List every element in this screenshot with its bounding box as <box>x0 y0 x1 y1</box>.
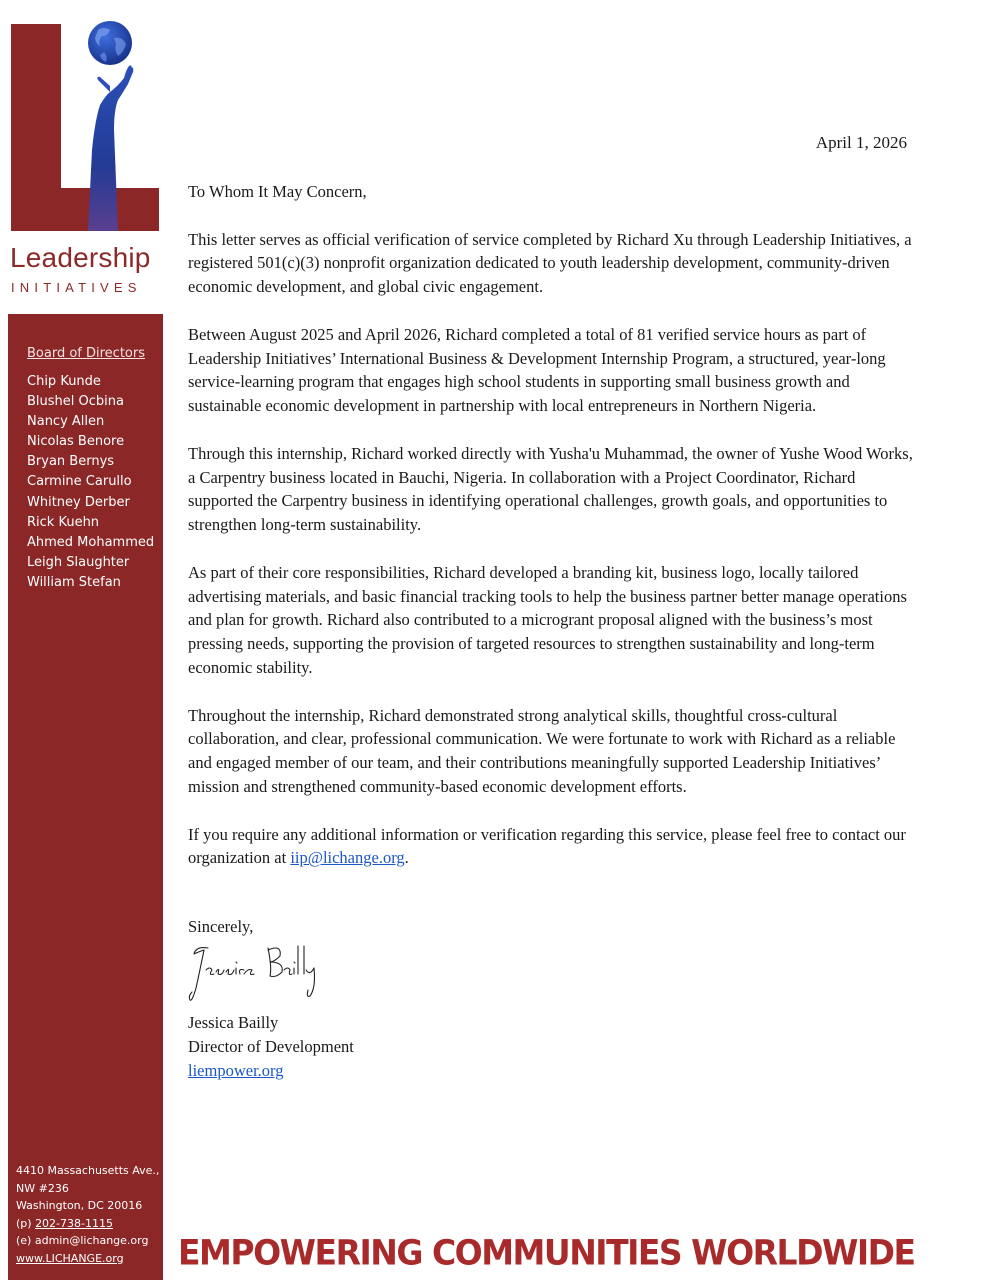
board-member: Blushel Ocbina <box>27 394 124 410</box>
contact-text-end: . <box>404 848 409 868</box>
email-prefix: (e) <box>16 1234 35 1247</box>
signer-website-link[interactable]: liempower.org <box>188 1060 284 1080</box>
signer-block <box>188 1011 354 1082</box>
contact-paragraph <box>188 823 913 871</box>
letter-body <box>188 180 913 894</box>
board-member: Rick Kuehn <box>27 514 100 530</box>
organization-logo <box>0 0 170 310</box>
brand-tagline: INITIATIVES <box>11 280 142 295</box>
signer-name: Jessica Bailly <box>188 1013 279 1032</box>
email-row <box>16 1232 159 1250</box>
logo-mark-icon <box>0 0 170 240</box>
phone-row <box>16 1215 159 1233</box>
email-text: admin@lichange.org <box>34 1234 149 1247</box>
board-member: Nicolas Benore <box>27 434 125 450</box>
board-member: Carmine Carullo <box>27 474 132 490</box>
signer-title: Director of Development <box>188 1036 354 1056</box>
board-members-list <box>27 372 154 593</box>
footer-slogan: EMPOWERING COMMUNITIES WORLDWIDE <box>178 1232 915 1273</box>
website-link[interactable]: www.LICHANGE.org <box>16 1251 124 1265</box>
board-member: Nancy Allen <box>27 414 105 430</box>
board-member: Chip Kunde <box>27 374 101 389</box>
paragraph: As part of their core responsibilities, Richard developed a branding kit, business logo, locally tailored advertising materials, and basic financial tracking tools to help the business partner better manage operations and plan for growth. Richard also contributed to a microgrant proposal aligned with the business’s most pressing needs, supporting the provision of targeted resources to strengthen sustainability and long-term economic stability. <box>188 562 907 677</box>
address-line: 4410 Massachusetts Ave., <box>16 1164 160 1177</box>
phone-prefix: (p) <box>16 1216 36 1230</box>
paragraph: This letter serves as official verification of service completed by Richard Xu through Leadership Initiatives, a registered 501(c)(3) nonprofit organization dedicated to youth leadership development, community-driven economic development, and global civic engagement. <box>188 229 912 297</box>
brand-name: Leadership <box>10 242 151 273</box>
board-member: Whitney Derber <box>27 494 130 510</box>
handwritten-signature-icon <box>186 940 326 1006</box>
paragraph: Throughout the internship, Richard demonstrated strong analytical skills, thoughtful cross-cultural collaboration, and clear, professional communication. We were fortunate to work with Richard as a reliable and engaged member of our team, and their contributions meaningfully supported Leadership Initiatives’ mission and strengthened community-based economic development efforts. <box>188 705 896 796</box>
salutation: To Whom It May Concern, <box>188 182 367 201</box>
iip-email-link[interactable]: iip@lichange.org <box>290 848 405 868</box>
closing: Sincerely, <box>188 917 254 936</box>
paragraph: Through this internship, Richard worked directly with Yusha'u Muhammad, the owner of Yushe Wood Works, a Carpentry business located in Bauchi, Nigeria. In collaboration with a Project Coordinator, Richard supported the Carpentry business in identifying operational challenges, growth goals, and opportunities to strengthen long-term sustainability. <box>188 443 913 535</box>
letter-date: April 1, 2026 <box>815 133 907 152</box>
phone-link[interactable]: 202-738-1115 <box>35 1216 113 1230</box>
contact-info <box>16 1162 159 1267</box>
paragraph: Between August 2025 and April 2026, Richard completed a total of 81 verified service hours as part of Leadership Initiatives’ International Business & Development Internship Program, a structured, year-long service-learning program that engages high school students in supporting small business growth and sustainable economic development in partnership with local entrepreneurs in Northern Nigeria. <box>188 324 886 416</box>
sidebar <box>8 314 163 1280</box>
address-line: Washington, DC 20016 <box>16 1199 143 1212</box>
board-of-directors-heading: Board of Directors <box>27 346 145 361</box>
board-member: Ahmed Mohammed <box>27 534 155 550</box>
contact-text: If you require any additional information or verification regarding this service, please feel free to contact our organization at <box>188 824 906 868</box>
address-line: NW #236 <box>16 1181 69 1195</box>
board-member: Bryan Bernys <box>27 454 115 470</box>
board-member: Leigh Slaughter <box>27 554 130 570</box>
board-member: William Stefan <box>27 574 121 590</box>
